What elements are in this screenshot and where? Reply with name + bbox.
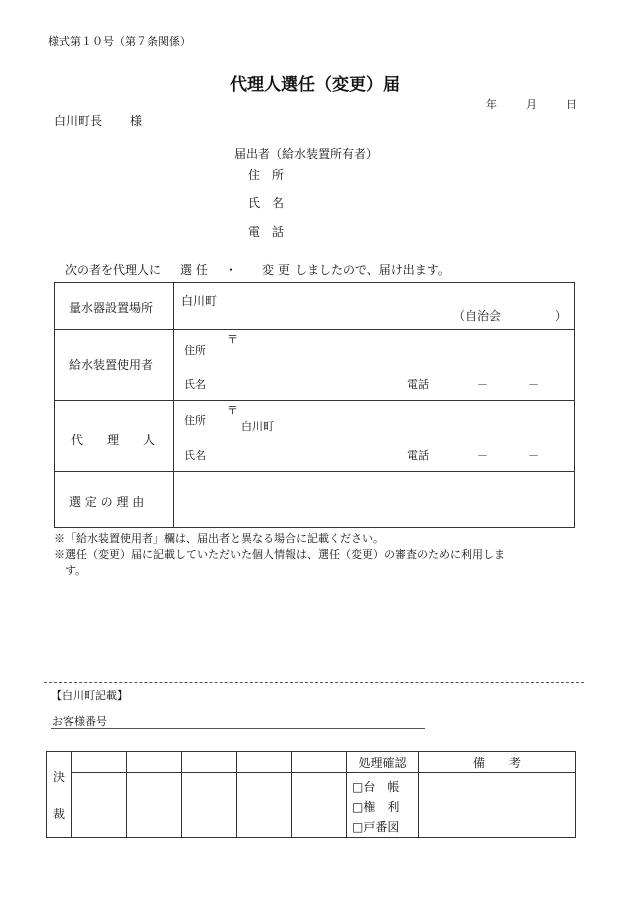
statement-separator: ・ [225,263,238,277]
statement-tail: しましたので、届け出ます。 [295,263,450,277]
check-list [347,773,419,838]
statement-option-change[interactable]: 変 更 [262,263,290,277]
applicant-phone-label: 電 話 [248,225,285,239]
date-year: 年 [486,98,497,111]
date-month: 月 [526,98,537,111]
water-user-field[interactable] [174,330,575,401]
user-address-label: 住所 [184,344,206,357]
agent-town: 白川町 [241,420,274,433]
user-phone-dash-1: － [477,378,488,391]
agent-name-label: 氏名 [184,449,206,462]
stamp-area-4[interactable] [237,773,292,838]
meter-town: 白川町 [181,294,218,308]
stamp-area-3[interactable] [182,773,237,838]
agent-postal-mark: 〒 [227,404,238,417]
decision-table [46,751,576,838]
agent-field[interactable] [174,401,575,472]
agent-form-table [54,282,575,528]
office-section-label: 【白川町記載】 [51,689,128,702]
form-number: 様式第１０号（第７条関係） [48,35,191,48]
agent-label-cell [55,401,174,472]
meter-location-field[interactable] [174,283,575,330]
water-user-label: 給水装置使用者 [69,358,154,372]
user-postal-mark: 〒 [227,333,238,346]
meter-location-label-cell [55,283,174,330]
stamp-box-4[interactable] [237,752,292,773]
meter-assoc-close: ） [555,309,568,323]
agent-phone-label: 電話 [407,449,429,462]
reason-label: 選 定 の 理 由 [69,495,145,509]
date-day: 日 [566,98,577,111]
remarks-header: 備 考 [419,752,576,773]
decision-label-top: 決 [52,769,65,784]
check-rights[interactable]: □権 利 [352,800,400,814]
agent-address-label: 住所 [184,414,206,427]
page-title: 代理人選任（変更）届 [230,75,400,95]
check-ledger[interactable]: □台 帳 [352,780,400,794]
applicant-heading: 届出者（給水装置所有者） [234,147,379,161]
meter-location-label: 量水器設置場所 [69,301,154,315]
applicant-address-label: 住 所 [248,168,285,182]
customer-number-label: お客様番号 [52,715,107,728]
meter-assoc-open: （自治会 [453,309,502,323]
note-3: す。 [54,564,87,577]
check-header: 処理確認 [347,752,419,773]
addressee-name: 白川町長 [54,114,103,128]
reason-label-cell [55,472,174,528]
decision-label-cell [47,752,72,838]
water-user-label-cell [55,330,174,401]
agent-phone-dash-2: － [528,449,539,462]
statement-lead: 次の者を代理人に [65,263,162,277]
note-2: ※選任（変更）届に記載していただいた個人情報は、選任（変更）の審査のために利用しま [54,548,505,561]
stamp-box-1[interactable] [72,752,127,773]
stamp-area-1[interactable] [72,773,127,838]
stamp-box-2[interactable] [127,752,182,773]
note-1: ※「給水装置使用者」欄は、届出者と異なる場合に記載ください。 [54,532,384,545]
customer-number-line[interactable] [51,728,425,729]
applicant-name-label: 氏 名 [248,196,285,210]
stamp-box-3[interactable] [182,752,237,773]
stamp-area-5[interactable] [292,773,347,838]
reason-field[interactable] [174,472,575,528]
check-lot-map[interactable]: □戸番図 [352,820,400,834]
user-phone-dash-2: － [528,378,539,391]
user-phone-label: 電話 [407,378,429,391]
stamp-box-5[interactable] [292,752,347,773]
agent-label: 代 理 人 [71,433,156,447]
remarks-field[interactable] [419,773,576,838]
decision-label-bottom: 裁 [52,806,65,821]
cut-line [44,682,584,683]
statement-option-select[interactable]: 選 任 [180,263,208,277]
stamp-area-2[interactable] [127,773,182,838]
agent-phone-dash-1: － [477,449,488,462]
addressee-honorific: 様 [130,114,143,128]
user-name-label: 氏名 [184,378,206,391]
